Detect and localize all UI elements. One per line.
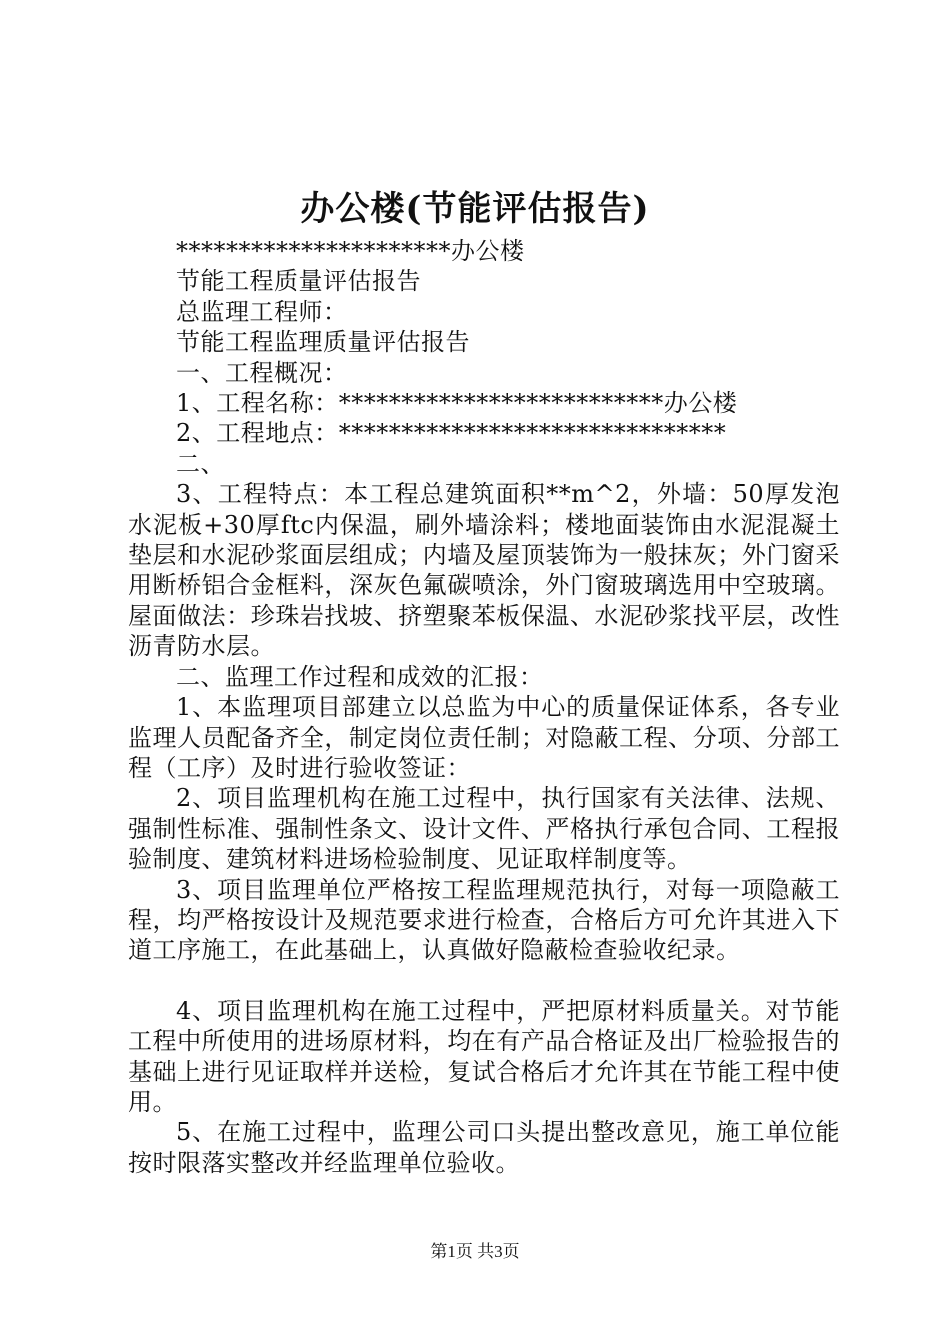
paragraph-report-title: 节能工程监理质量评估报告: [176, 328, 470, 357]
paragraph-project-location: 2、工程地点：*******************************: [176, 419, 727, 448]
paragraph-report-subtitle: 节能工程质量评估报告: [176, 267, 421, 296]
heading-project-overview: 一、工程概况：: [176, 358, 348, 387]
paragraph-item-4: 4、项目监理机构在施工过程中，严把原材料质量关。对节能工程中所使用的进场原材料，均在有产品合格证及出厂检验报告的基础上进行见证取样并送检，复试合格后才允许其在节能工程中使用。: [128, 996, 840, 1116]
page-footer: 第1页 共3页: [430, 1242, 520, 1261]
paragraph-item-3: 3、项目监理单位严格按工程监理规范执行，对每一项隐蔽工程，均严格按设计及规范要求进行检查，合格后方可允许其进入下道工序施工，在此基础上，认真做好隐蔽检查验收纪录。: [128, 875, 840, 965]
paragraph-project-features: 3、工程特点：本工程总建筑面积**m^2，外墙：50厚发泡水泥板+30厚ftc内保温，刷外墙涂料；楼地面装饰由水泥混凝土垫层和水泥砂浆面层组成；内墙及屋顶装饰为一般抹灰；外门窗采用断桥铝合金框料，深灰色氟碳喷涂，外门窗玻璃选用中空玻璃。屋面做法：珍珠岩找坡、挤塑聚苯板保温、水泥砂浆找平层，改性沥青防水层。: [128, 480, 840, 661]
paragraph-chief-engineer: 总监理工程师：: [176, 297, 348, 326]
paragraph-project-name: 1、工程名称：**************************办公楼: [176, 389, 738, 418]
paragraph-item-5: 5、在施工过程中，监理公司口头提出整改意见，施工单位能按时限落实整改并经监理单位验收。: [128, 1118, 840, 1177]
paragraph-section-two-marker: 二、: [176, 449, 225, 478]
document-body: [128, 236, 840, 1178]
document-title: 办公楼(节能评估报告): [300, 189, 650, 229]
paragraph-project-name-header: **********************办公楼: [176, 237, 525, 265]
paragraph-item-1: 1、本监理项目部建立以总监为中心的质量保证体系，各专业监理人员配备齐全，制定岗位责任制；对隐蔽工程、分项、分部工程（工序）及时进行验收签证：: [128, 693, 840, 782]
paragraph-item-2: 2、项目监理机构在施工过程中，执行国家有关法律、法规、强制性标准、强制性条文、设计文件、严格执行承包合同、工程报验制度、建筑材料进场检验制度、见证取样制度等。: [128, 784, 840, 874]
heading-supervision-process: 二、监理工作过程和成效的汇报：: [176, 662, 544, 691]
